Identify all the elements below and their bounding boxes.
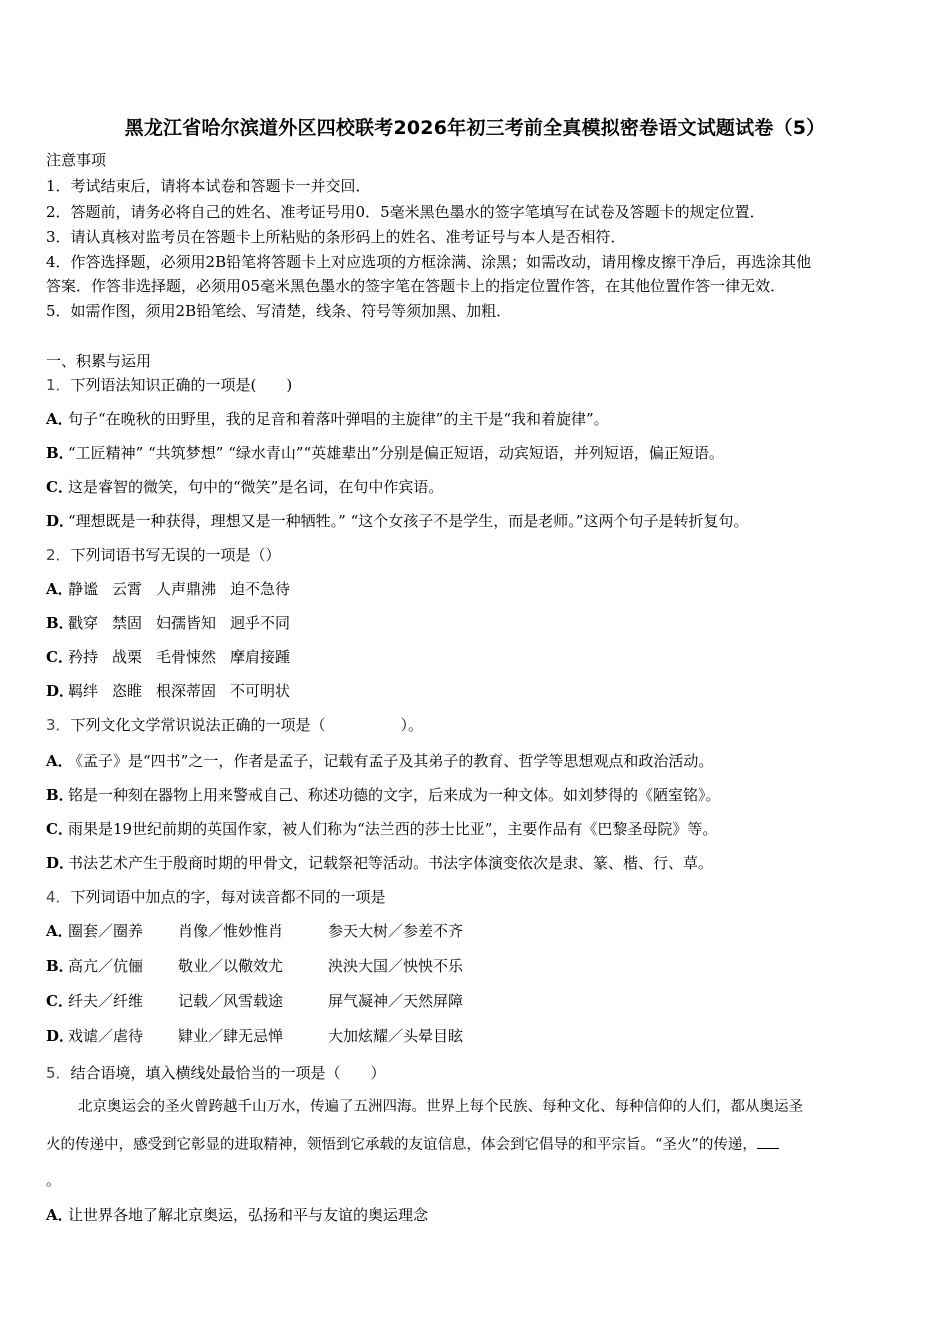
section-heading: 一、积累与运用 [46, 352, 152, 370]
option-pair: 敬业／以儆效尤 [178, 957, 284, 975]
question-3-option-b [46, 785, 721, 805]
option-word: 不可明状 [230, 682, 291, 700]
option-pair: 圈套／圈养 [68, 922, 144, 940]
option-word: 静谧 [68, 580, 99, 598]
option-letter: A． [46, 410, 73, 428]
question-3-option-c [46, 819, 717, 839]
option-letter: A． [46, 922, 73, 940]
question-number: 5． [46, 1064, 71, 1082]
option-pair: 大加炫耀／头晕目眩 [328, 1027, 464, 1045]
option-word: 云霄 [112, 580, 143, 598]
option-word: 人声鼎沸 [156, 580, 217, 598]
question-number: 4． [46, 888, 71, 906]
notice-heading: 注意事项 [46, 151, 107, 169]
option-letter: B． [46, 957, 74, 975]
option-word: 迫不急待 [230, 580, 291, 598]
question-4-option-a [46, 921, 463, 941]
question-text: 下列词语中加点的字，每对读音都不同的一项是 [70, 888, 386, 906]
notice-item: 答案．作答非选择题，必须用05毫米黑色墨水的签字笔在答题卡上的指定位置作答，在其他位置作答一律无效． [46, 277, 786, 295]
option-pair: 屏气凝神／天然屏障 [328, 992, 464, 1010]
question-3-option-d [46, 853, 713, 873]
option-word: 根深蒂固 [156, 682, 217, 700]
option-text: 雨果是19世纪前期的英国作家，被人们称为“法兰西的莎士比亚”，主要作品有《巴黎圣母院》等。 [68, 820, 718, 838]
option-text: 让世界各地了解北京奥运，弘扬和平与友谊的奥运理念 [68, 1206, 429, 1224]
notice-item: 4．作答选择题，必须用2B铅笔将答题卡上对应选项的方框涂满、涂黑；如需改动，请用橡皮擦干净后，再选涂其他 [46, 253, 812, 271]
question-1-stem [46, 375, 292, 395]
option-text: 铭是一种刻在器物上用来警戒自己、称述功德的文字，后来成为一种文体。如刘梦得的《陋室铭》。 [68, 786, 721, 804]
option-letter: C． [46, 478, 73, 496]
question-2-stem [46, 545, 281, 565]
passage-text: 火的传递中，感受到它彰显的进取精神，领悟到它承载的友谊信息，体会到它倡导的和平宗旨。“圣火”的传递， [46, 1137, 757, 1153]
question-5-stem [46, 1063, 386, 1083]
question-text: 下列语法知识正确的一项是( ) [70, 376, 293, 394]
question-text: 结合语境，填入横线处最恰当的一项是（ ） [70, 1064, 386, 1082]
option-letter: A． [46, 1206, 73, 1224]
question-4-option-c [46, 991, 463, 1011]
option-pair: 参天大树／参差不齐 [328, 922, 464, 940]
question-2-option-b [46, 613, 304, 633]
passage-end: 。 [46, 1171, 62, 1189]
option-letter: A． [46, 752, 73, 770]
option-word: 毛骨悚然 [156, 648, 217, 666]
question-1-option-c [46, 477, 443, 497]
option-pair: 记载／风雪载途 [178, 992, 284, 1010]
option-letter: D． [46, 512, 75, 530]
option-letter: C． [46, 820, 73, 838]
option-letter: D． [46, 1027, 75, 1045]
notice-item: 3．请认真核对监考员在答题卡上所粘贴的条形码上的姓名、准考证号与本人是否相符． [46, 228, 626, 246]
option-word: 迥乎不同 [230, 614, 291, 632]
option-word: 矜持 [68, 648, 99, 666]
question-1-option-d [46, 511, 748, 531]
option-word: 妇孺皆知 [156, 614, 217, 632]
question-number: 3． [46, 716, 71, 734]
question-2-option-c [46, 647, 304, 667]
option-pair: 泱泱大国／怏怏不乐 [328, 957, 464, 975]
option-word: 战栗 [112, 648, 143, 666]
question-4-option-b [46, 956, 463, 976]
option-letter: A． [46, 580, 73, 598]
option-word: 羁绊 [68, 682, 99, 700]
question-4-option-d [46, 1026, 463, 1046]
option-text: “理想既是一种获得，理想又是一种牺牲。” “这个女孩子不是学生，而是老师。”这两个句子是转折复句。 [68, 512, 749, 530]
question-2-option-d [46, 681, 304, 701]
option-text: 《孟子》是“四书”之一，作者是孟子，记载有孟子及其弟子的教育、哲学等思想观点和政治活动。 [68, 752, 714, 770]
notice-item: 5．如需作图，须用2B铅笔绘、写清楚，线条、符号等须加黑、加粗． [46, 302, 512, 320]
answer-blank [757, 1134, 779, 1149]
question-3-stem [46, 715, 423, 735]
option-letter: C． [46, 992, 73, 1010]
option-pair: 戏谑／虐待 [68, 1027, 144, 1045]
option-letter: B． [46, 614, 74, 632]
question-4-stem [46, 887, 386, 907]
option-word: 戳穿 [68, 614, 99, 632]
question-1-option-a [46, 409, 609, 429]
option-text: 书法艺术产生于殷商时期的甲骨文，记载祭祀等活动。书法字体演变依次是隶、篆、楷、行、草。 [68, 854, 714, 872]
question-3-option-a [46, 751, 713, 771]
option-pair: 高亢／伉俪 [68, 957, 144, 975]
option-word: 恣睢 [112, 682, 143, 700]
option-letter: C． [46, 648, 73, 666]
option-text: 这是睿智的微笑，句中的“微笑”是名词，在句中作宾语。 [68, 478, 444, 496]
option-word: 摩肩接踵 [230, 648, 291, 666]
option-letter: D． [46, 854, 75, 872]
option-text: 句子“在晚秋的田野里，我的足音和着落叶弹唱的主旋律”的主干是“我和着旋律”。 [68, 410, 609, 428]
passage-line [46, 1134, 779, 1155]
option-pair: 纤夫／纤维 [68, 992, 144, 1010]
option-letter: B． [46, 786, 74, 804]
question-text: 下列词语书写无误的一项是（） [70, 546, 281, 564]
question-2-option-a [46, 579, 304, 599]
option-text: “工匠精神” “共筑梦想” “绿水青山”“英雄辈出”分别是偏正短语，动宾短语，并列短语，偏正短语。 [68, 444, 724, 462]
question-text: 下列文化文学常识说法正确的一项是（ ）。 [70, 716, 424, 734]
option-pair: 肖像／惟妙惟肖 [178, 922, 284, 940]
notice-item: 2．答题前，请务必将自己的姓名、准考证号用0．5毫米黑色墨水的签字笔填写在试卷及答题卡的规定位置． [46, 203, 765, 221]
notice-item: 1．考试结束后，请将本试卷和答题卡一并交回． [46, 177, 371, 195]
option-pair: 肄业／肆无忌惮 [178, 1027, 284, 1045]
question-1-option-b [46, 443, 724, 463]
question-number: 2． [46, 546, 71, 564]
option-word: 禁固 [112, 614, 143, 632]
question-number: 1． [46, 376, 71, 394]
question-5-option-a [46, 1205, 428, 1225]
page-title: 黑龙江省哈尔滨道外区四校联考2026年初三考前全真模拟密卷语文试题试卷（5） [124, 117, 826, 139]
passage-line: 北京奥运会的圣火曾跨越千山万水，传遍了五洲四海。世界上每个民族、每种文化、每种信仰的人们，都从奥运圣 [78, 1099, 803, 1115]
option-letter: B． [46, 444, 74, 462]
option-letter: D． [46, 682, 75, 700]
